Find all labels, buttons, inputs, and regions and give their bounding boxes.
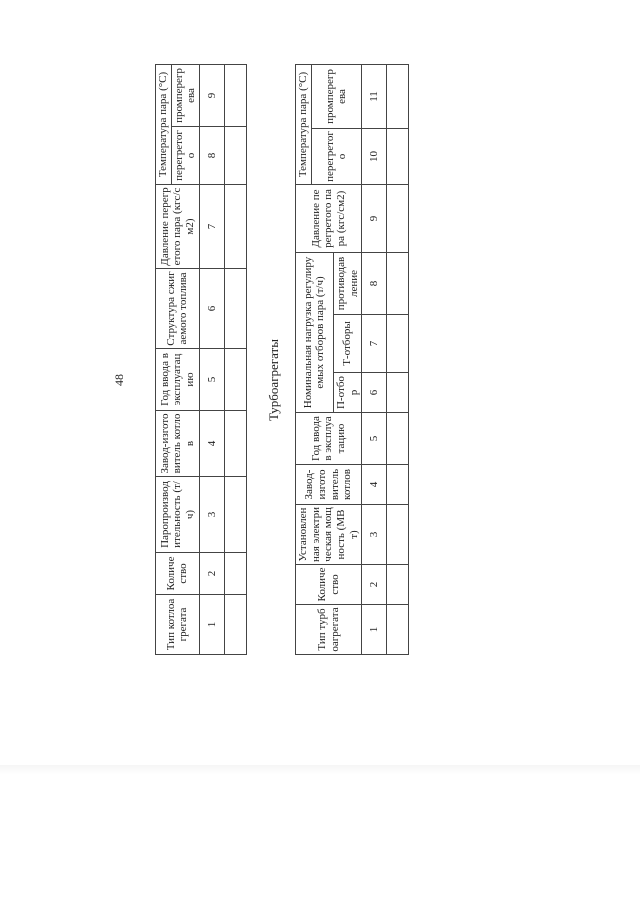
header-turbine-power: Установленная электрическая мощность (МВт): [296, 505, 362, 565]
column-number: 1: [199, 595, 224, 655]
column-number: 1: [362, 605, 387, 655]
column-number: 3: [362, 505, 387, 565]
column-number: 11: [362, 65, 387, 129]
header-boiler-temp-reheat: промперегрева: [171, 65, 199, 127]
column-number: 4: [362, 465, 387, 505]
column-number: 7: [199, 185, 224, 269]
column-number: 2: [199, 553, 224, 595]
header-boiler-temperature: Температура пара (°С): [156, 65, 172, 185]
header-turbine-year: Год ввода в эксплуатацию: [296, 413, 362, 465]
column-number: 9: [199, 65, 224, 127]
turbines-empty-row: [387, 65, 409, 655]
column-number: 6: [199, 269, 224, 349]
header-boiler-fuel: Структура сжигаемого топлива: [156, 269, 200, 349]
header-turbine-count: Количество: [296, 565, 362, 605]
boilers-empty-row: [224, 65, 246, 655]
boilers-table: [155, 64, 247, 655]
column-number: 4: [199, 411, 224, 477]
header-boiler-count: Количество: [156, 553, 200, 595]
column-number: 7: [362, 315, 387, 373]
turbines-section-title: Турбоагрегаты: [266, 339, 281, 421]
header-turbine-type: Тип турбоагрегата: [296, 605, 362, 655]
header-boiler-type: Тип котлоагрегата: [156, 595, 200, 655]
turbines-column-numbers: [362, 65, 387, 655]
column-number: 5: [362, 413, 387, 465]
column-number: 10: [362, 129, 387, 185]
header-boiler-pressure: Давление перегретого пара (кгс/см2): [156, 185, 200, 269]
column-number: 9: [362, 185, 387, 253]
header-turbine-manufacturer: Завод-изготовитель котлов: [296, 465, 362, 505]
header-boiler-capacity: Паропроизводительность (т/ч): [156, 477, 200, 553]
header-turbine-load-t: Т-отборы: [333, 315, 361, 373]
column-number: 8: [362, 253, 387, 315]
header-boiler-year: Год ввода в эксплуатацию: [156, 349, 200, 411]
column-number: 2: [362, 565, 387, 605]
header-turbine-load-p: П-отбор: [333, 373, 361, 413]
header-turbine-temp-superheated: перегретого: [311, 129, 362, 185]
boilers-column-numbers: [199, 65, 224, 655]
header-boiler-temp-superheated: перегретого: [171, 127, 199, 185]
header-turbine-temperature: Температура пара (°С): [296, 65, 312, 185]
turbines-table: [295, 64, 409, 655]
header-boiler-manufacturer: Завод-изготовитель котлов: [156, 411, 200, 477]
header-turbine-temp-reheat: промперегрева: [311, 65, 362, 129]
header-turbine-load: Номинальная нагрузка регулируемых отборов пара (т/ч): [296, 253, 334, 413]
column-number: 6: [362, 373, 387, 413]
rotated-content: [100, 40, 480, 720]
column-number: 3: [199, 477, 224, 553]
header-turbine-load-back: противодавление: [333, 253, 361, 315]
column-number: 8: [199, 127, 224, 185]
page-number: 48: [112, 374, 126, 386]
header-turbine-pressure: Давление перегретого пара (кгс/см2): [296, 185, 362, 253]
column-number: 5: [199, 349, 224, 411]
